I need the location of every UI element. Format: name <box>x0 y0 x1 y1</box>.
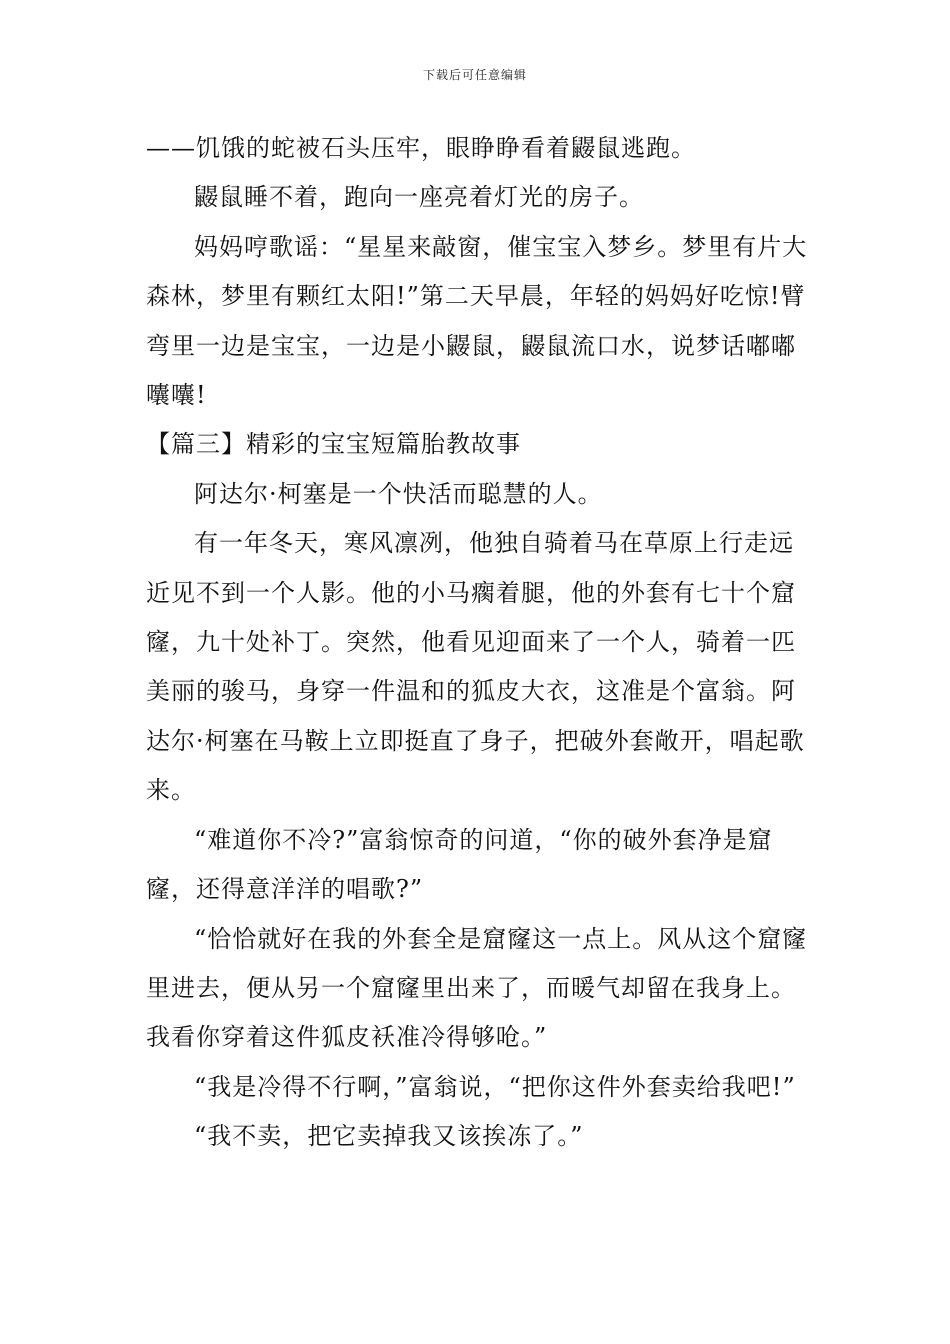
paragraph-2: 鼹鼠睡不着，跑向一座亮着灯光的房子。 <box>194 183 644 212</box>
paragraph-5: 阿达尔·柯塞是一个快活而聪慧的人。 <box>194 479 603 508</box>
paragraph-7: “难道你不冷?”富翁惊奇的问道，“你的破外套净是窟窿，还得意洋洋的唱歌?” <box>146 825 773 904</box>
paragraph-3: 妈妈哼歌谣：“星星来敲窗，催宝宝入梦乡。梦里有片大森林，梦里有颗红太阳!”第二天早晨，年轻的妈妈好吃惊!臂弯里一边是宝宝，一边是小鼹鼠，鼹鼠流口水，说梦话嘟嘟囔囔! <box>146 232 808 410</box>
page-header: 下载后可任意编辑 <box>422 68 527 82</box>
section-heading: 【篇三】精彩的宝宝短篇胎教故事 <box>146 430 521 459</box>
document-body <box>146 124 810 1162</box>
paragraph-6: 有一年冬天，寒风凛冽，他独自骑着马在草原上行走远近见不到一个人影。他的小马瘸着腿，他的外套有七十个窟窿，九十处补丁。突然，他看见迎面来了一个人，骑着一匹美丽的骏马，身穿一件温和的狐皮大衣，这准是个富翁。阿达尔·柯塞在马鞍上立即挺直了身子，把破外套敞开，唱起歌来。 <box>146 529 805 805</box>
paragraph-1: ——饥饿的蛇被石头压牢，眼睁睁看着鼹鼠逃跑。 <box>146 134 696 162</box>
paragraph-9: “我是冷得不行啊，”富翁说，“把你这件外套卖给我吧!” <box>194 1072 796 1101</box>
paragraph-8: “恰恰就好在我的外套全是窟窿这一点上。风从这个窟窿里进去，便从另一个窟窿里出来了，而暖气却留在我身上。我看你穿着这件狐皮袄准冷得够呛。” <box>146 924 808 1052</box>
paragraph-10: “我不卖，把它卖掉我又该挨冻了。” <box>194 1122 584 1151</box>
